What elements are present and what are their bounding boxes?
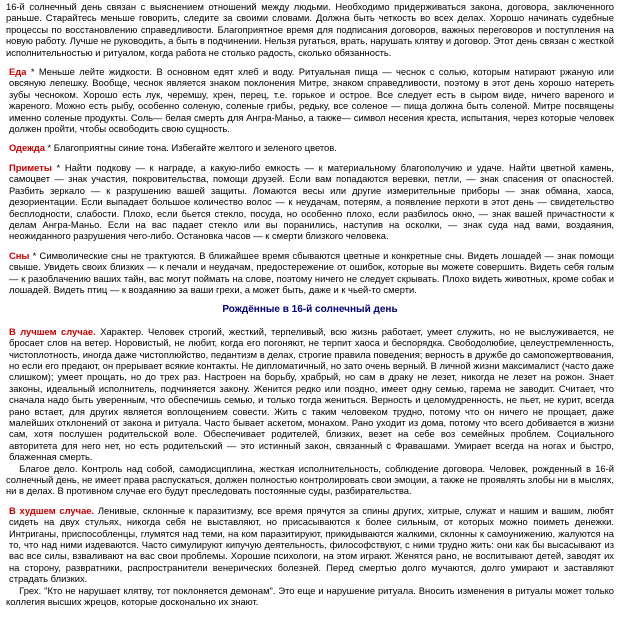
born-heading: Рождённые в 16-й солнечный день <box>222 304 398 316</box>
clothing-section <box>6 142 614 153</box>
intro-paragraph: 16-й солнечный день связан с выяснением отношений между людьми. Необходимо придерживаться закона, договора, заключенного раньше. Старайтесь меньше говорить, следите за своими словами. Должна быть четкость во всех делах. Хорошо начинать судебные процессы по восстановлению справедливости. Благоприятное время для подписания договоров, важных переговоров и поступления на новую работу. Лучше не руководить, а быть в подчинении. Нельзя ругаться, врать, нарушать клятву и договор. Этот день связан с жесткой исполнительностью и ритуалом, когда работа не столько радость, сколько обязанность. <box>6 1 614 58</box>
clothing-text: * Благоприятны синие тона. Избегайте желтого и зеленого цветов. <box>44 142 337 154</box>
best-case-label: В лучшем случае. <box>9 325 96 337</box>
worst-case-text: Ленивые, склонные к паразитизму, все время прячутся за спины других, хитрые, служат и нашим и вашим, любят сидеть на двух стульях, никогда себя не выставляют, но присасываются к более сильным, от которых можно поиметь денежки. Интриганы, приспособленцы, глумятся над теми, на ком паразитируют, прикидываются жалкими, склонны к самоунижению, жалуются на то, что над ними издеваются. Часто симулируют кипучую деятельность, философствуют, с ними трудно жить: они как бы высасывают из вас все силы, взваливают на вас свои проблемы. Хорошие психологи, на этом играют. Женятся рано, не воспитывают детей, заводят их на сторону, развратники, распространители венерических болезней. Перед смертью долго мучаются, долго умирают и заставляют страдать близких. <box>9 504 614 585</box>
worst-case-paragraph <box>6 505 614 585</box>
best-case-text: Характер. Человек строгий, жесткий, терпеливый, всю жизнь работает, умеет служить, но не выслуживается, не бросает слов на ветер. Норовистый, не любит, когда его погоняют, не терпит хаоса и беспорядка. Свободолюбие, целеустремленность, чистоплотность, иногда даже чистоплюйство, педантизм в делах, строгие правила поведения; верность в дружбе до самопожертвования, но если его предают, он прерывает всякие контакты. Не дипломатичный, но зато очень верный. В личной жизни максималист (часто даже слишком); умеет прощать, но до трех раз. Настроен на борьбу, храбрый, но сам в драку не лезет, никогда не лезет на рожон. Знает законы, идеальный исполнитель, подчиняется закону. Женится редко или поздно, имеет одну семью, гарема не заводит. Считает, что сначала надо быть уверенным, что обеспечишь семью, и только тогда жениться. Верность и целомудренность, не пьет, не курит, всегда рано встает, для других является воплощением совести. Жить с таким человеком трудно, потому что он ничего не прощает, даже малейших отклонений от закона и ритуала. Часто бывает аскетом, монахом. Рано уходит из дома, потому что всего добивается в жизни сам, хотя послушен родительской воле. Обеспечивает родителей, близких, везет на себе воз семейных проблем. Социального авторитета для него нет, но есть родительский — это истинный закон, связанный с Фравашами. Умирает всегда на ногах и быстро, блаженная смерть. <box>9 325 615 463</box>
dreams-text: * Символические сны не трактуются. В ближайшее время сбываются цветные и конкретные сны. Видеть лошадей — знак помощи свыше. Увидеть своих близких — к печали и неудачам, предостережение от ошибок, которые вы можете совершить. Видеть себя голым — к разоблачению ваших тайн, вас могут поймать на слове, поэтому ничего не следует скрывать. Плохо видеть животных, кроме собак и лошадей. Видеть птиц — к воздаянию за ваши грехи, а может быть, даже и к чьей-то смерти. <box>9 249 614 295</box>
sin-paragraph: Грех. "Кто не нарушает клятву, тот поклоняется демонам". Это еще и нарушение ритуала. Вносить изменения в ритуалы может только коллегия высших жрецов, которые досконально их знают. <box>6 584 614 608</box>
omens-label: Приметы <box>9 161 52 173</box>
omens-text: * Найти подкову — к награде, а какую-либо емкость — к материальному благополучию и удаче. Найти цветной камень, самоцвет — знак участия, покровительства, помощи друзей. Если вам попадаются веревки, петли, — знак спасения от опасностей. Разбить зеркало — к разрушению вашей защиты. Ломаются весы или другие измерительные приборы — знак обмана, хаоса, дезориентации. Если выпадает большое количество волос — к неудачам, потерям, а появление перхоти в этот день — свидетельство бесплодности, слабости. Плохо, если бьется стекло, посуда, но особенно плохо, если разбилось окно, — знак вашей причастности к делам Ангра-Маньо. Если на вас падает стекло или вы поранились, наступив на осколки, — знак суда над вами, воздаяния, неожиданного разрушения чего-либо. Остановка часов — к смерти близкого человека. <box>9 161 614 242</box>
good-deed-paragraph: Благое дело. Контроль над собой, самодисциплина, жесткая исполнительность, соблюдение договора. Человек, рожденный в 16-й солнечный день, не имеет права распускаться, должен полностью контролировать свои эмоции, а также не проявлять злобы ни в мыслях, ни в делах. В противном случае его будут преследовать постоянные суды, разбирательства. <box>6 462 614 497</box>
food-section <box>6 66 614 134</box>
best-case-paragraph <box>6 326 614 463</box>
dreams-label: Сны <box>9 249 30 261</box>
clothing-label: Одежда <box>9 142 45 154</box>
food-text: * Меньше лейте жидкости. В основном едят хлеб и воду. Ритуальная пища — чеснок с солью, которым натирают ржаную или овсяную лепешку. Вообще, чеснок является знаком поклонения Митре, знаком справедливости, поэтому в этот день хорошо натереть зубы чесноком. Хорошо есть лук, черемшу, хрен, перец, т.е. горькое и острое. Все следует есть в сыром виде, ничего вареного и жареного. Можно есть рыбу, особенно соленую, соленые грибы, редьку, все соленое — пища должна быть соленой. Митре посвящены именно соленые продукты. Соль— белая смерть для Ангра-Маньо, а также— символ несения креста, испытания, через которые человек должен пройти, чтобы освободить свою сущность. <box>9 66 614 135</box>
worst-case-label: В худшем случае. <box>9 504 95 516</box>
omens-section <box>6 162 614 242</box>
food-label: Еда <box>9 66 27 78</box>
dreams-section <box>6 250 614 296</box>
